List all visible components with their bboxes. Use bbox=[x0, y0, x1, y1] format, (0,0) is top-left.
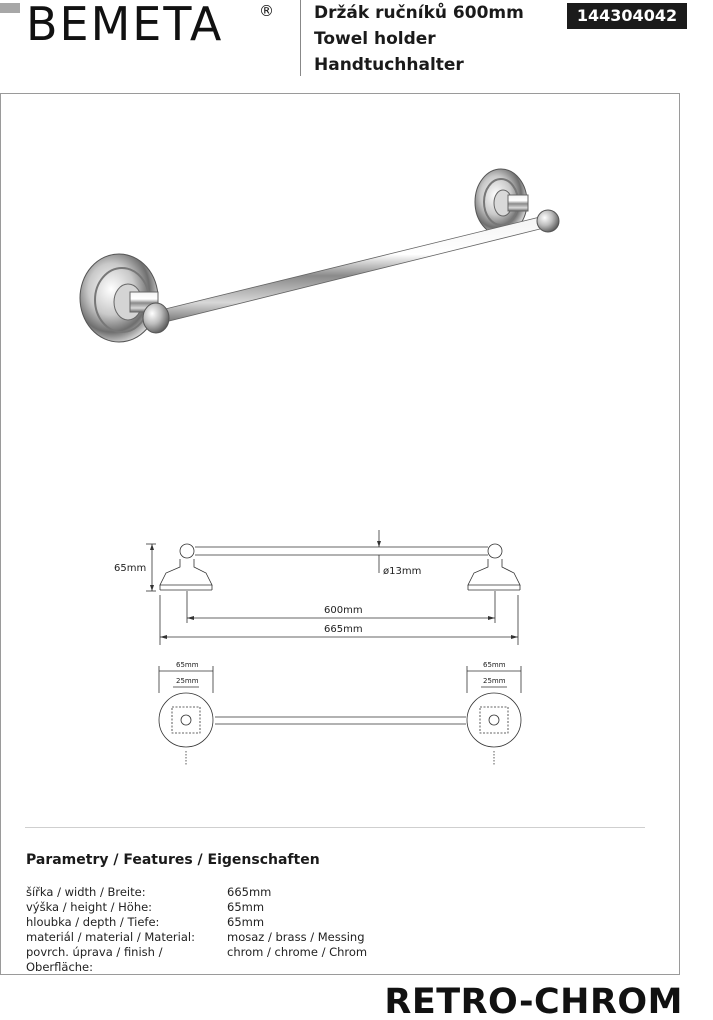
spec-row-width bbox=[26, 885, 367, 900]
spec-row-finish bbox=[26, 945, 368, 974]
left-hole-spacing-label: 25mm bbox=[176, 677, 199, 685]
product-titles bbox=[314, 0, 524, 78]
diameter-dimension-label: ø13mm bbox=[383, 566, 422, 577]
spec-row-height bbox=[26, 900, 367, 915]
spec-value: mosaz / brass / Messing bbox=[227, 930, 365, 944]
left-wall-mount bbox=[80, 254, 158, 342]
spec-label: materiál / material / Material: bbox=[26, 930, 195, 944]
right-hole-spacing-label: 25mm bbox=[483, 677, 506, 685]
spec-value: 65mm bbox=[227, 915, 265, 929]
title-english: Towel holder bbox=[314, 29, 436, 49]
title-german: Handtuchhalter bbox=[314, 55, 464, 75]
spec-value: 65mm bbox=[227, 900, 265, 914]
header-divider bbox=[300, 0, 301, 76]
spec-label: povrch. úprava / finish / Oberfläche: bbox=[26, 945, 163, 974]
features-heading: Parametry / Features / Eigenschaften bbox=[26, 852, 320, 868]
spec-row-depth bbox=[26, 915, 367, 930]
section-divider bbox=[25, 827, 645, 828]
spec-label: šířka / width / Breite: bbox=[26, 885, 146, 899]
towel-bar bbox=[153, 217, 544, 324]
spec-table bbox=[26, 885, 368, 974]
spec-value: chrom / chrome / Chrom bbox=[227, 945, 368, 959]
spec-label: hloubka / depth / Tiefe: bbox=[26, 915, 160, 929]
product-code-badge: 144304042 bbox=[567, 3, 687, 29]
brand-logo: BEMETA bbox=[26, 0, 224, 51]
spec-value: 665mm bbox=[227, 885, 272, 899]
total-length-label: 665mm bbox=[324, 624, 363, 635]
logo-square bbox=[0, 3, 20, 13]
technical-drawing bbox=[100, 515, 540, 775]
registered-mark: ® bbox=[259, 2, 274, 20]
series-name: RETRO-CHROM bbox=[384, 982, 683, 1020]
product-photo bbox=[60, 140, 580, 360]
inner-length-label: 600mm bbox=[324, 605, 363, 616]
left-base-width-label: 65mm bbox=[176, 661, 199, 669]
title-czech: Držák ručníků 600mm bbox=[314, 3, 524, 23]
height-dimension-label: 65mm bbox=[114, 563, 147, 574]
spec-row-material bbox=[26, 930, 367, 945]
left-end-knob bbox=[143, 303, 169, 333]
spec-label: výška / height / Höhe: bbox=[26, 900, 153, 914]
right-end-knob bbox=[537, 210, 559, 232]
right-base-width-label: 65mm bbox=[483, 661, 506, 669]
